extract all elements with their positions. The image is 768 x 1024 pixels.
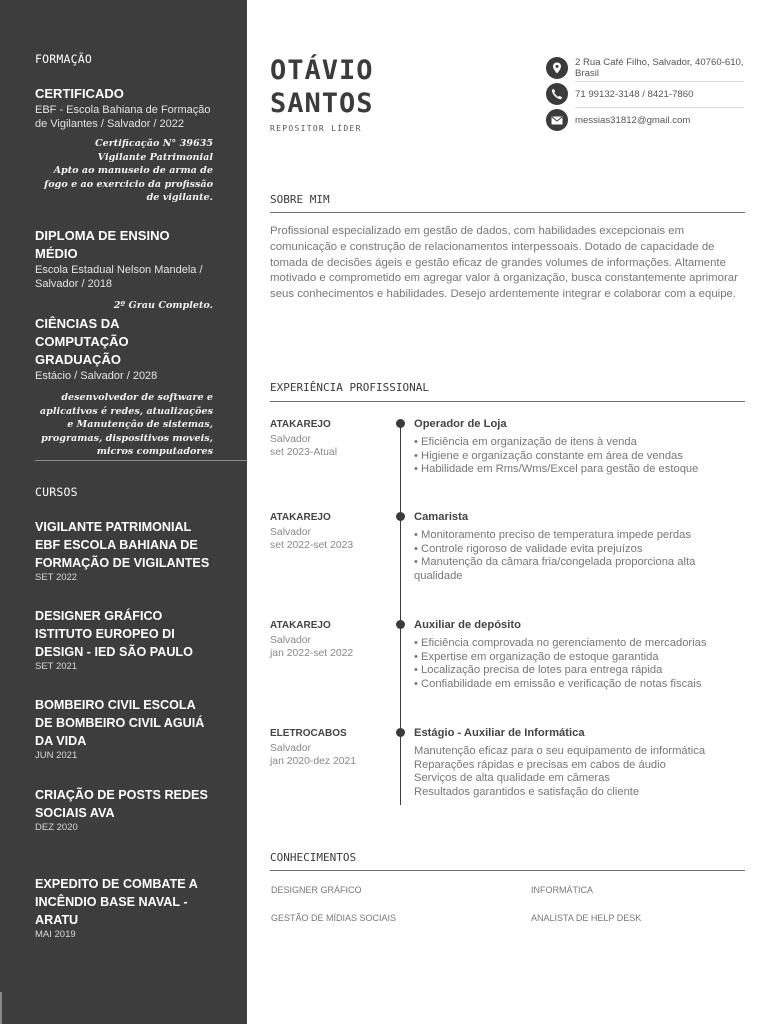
job-duty: • Localização precisa de lotes para entrega rápida	[414, 664, 663, 677]
skills-heading: CONHECIMENTOS	[270, 851, 357, 864]
course-item	[35, 696, 213, 762]
address-text: 2 Rua Café Filho, Salvador, 40760-610, Brasil	[575, 57, 744, 79]
course-title: DESIGNER GRÁFICO ISTITUTO EUROPEO DI DESIGN - IED SÃO PAULO	[35, 609, 193, 659]
job-duties	[414, 436, 744, 477]
course-date: SET 2022	[35, 572, 78, 583]
education-note: 2º Grau Completo.	[113, 300, 213, 311]
skill-item: DESIGNER GRÁFICO	[271, 885, 362, 895]
job-location: Salvador	[270, 434, 312, 445]
job-duty: Resultados garantidos e satisfação do cliente	[414, 786, 640, 799]
contact-divider	[575, 81, 744, 82]
education-note: Certificação N° 39635 Vigilante Patrimonial Apto ao manuseio de arma de fogo e ao exercicio da profissão de vigilante.	[44, 138, 213, 204]
sidebar-edge-mark	[0, 992, 2, 1024]
course-item	[35, 607, 213, 673]
timeline-dot	[396, 419, 405, 428]
job-company: ATAKAREJO	[270, 620, 331, 631]
education-subtitle: Escola Estadual Nelson Mandela / Salvador / 2018	[35, 264, 203, 290]
education-title: DIPLOMA DE ENSINO MÉDIO	[35, 228, 170, 261]
timeline-dot	[396, 728, 405, 737]
job-duty: • Higiene e organização constante em área de vendas	[414, 449, 683, 462]
course-date: JUN 2021	[35, 750, 78, 761]
job-duty: • Expertise em organização de estoque garantida	[414, 650, 659, 663]
job-location: Salvador	[270, 743, 312, 754]
sidebar	[0, 0, 247, 1024]
job-duties	[414, 745, 744, 800]
experience-heading: EXPERIÊNCIA PROFISSIONAL	[270, 381, 429, 394]
job-duties	[414, 529, 744, 584]
timeline-line	[400, 422, 401, 805]
timeline-dot	[396, 512, 405, 521]
courses-heading: CURSOS	[35, 485, 78, 499]
job-title: Auxiliar de depósito	[414, 619, 521, 631]
candidate-role: REPOSITOR LÍDER	[270, 124, 362, 133]
name-first: OTÁVIO	[270, 55, 374, 86]
course-title: VIGILANTE PATRIMONIAL EBF ESCOLA BAHIANA DE FORMAÇÃO DE VIGILANTES	[35, 520, 210, 570]
job-company: ATAKAREJO	[270, 512, 331, 523]
course-item	[35, 875, 213, 941]
phone-text: 71 99132-3148 / 8421-7860	[575, 89, 694, 100]
course-item	[35, 518, 213, 584]
education-subtitle: EBF - Escola Bahiana de Formação de Vigilantes / Salvador / 2022	[35, 104, 211, 130]
job-duties	[414, 637, 744, 692]
job-duty: Manutenção eficaz para o seu equipamento de informática	[414, 745, 706, 757]
course-title: BOMBEIRO CIVIL ESCOLA DE BOMBEIRO CIVIL AGUIÁ DA VIDA	[35, 698, 205, 748]
section-rule	[270, 870, 745, 871]
course-date: SET 2021	[35, 661, 78, 672]
course-title: CRIAÇÃO DE POSTS REDES SOCIAIS AVA	[35, 788, 208, 820]
job-period: jan 2020-dez 2021	[270, 756, 357, 767]
course-item	[35, 786, 213, 834]
job-duty: • Habilidade em Rms/Wms/Excel para gestão de estoque	[414, 463, 699, 476]
timeline-dot	[396, 620, 405, 629]
skill-item: INFORMÁTICA	[531, 885, 593, 895]
education-title: CERTIFICADO	[35, 86, 124, 101]
education-title: CIÊNCIAS DA COMPUTAÇÃO GRADUAÇÃO	[35, 316, 129, 367]
education-note: desenvolvedor de software e aplicativos é redes, atualizações e Manutenção de sistemas, programas, dispositivos moveis, micros computadores	[39, 392, 213, 458]
location-pin-icon	[546, 57, 568, 79]
job-location: Salvador	[270, 527, 312, 538]
job-duty: • Eficiência comprovada no gerenciamento de mercadorias	[414, 637, 707, 649]
envelope-icon	[546, 109, 568, 131]
education-subtitle: Estácio / Salvador / 2028	[35, 370, 158, 382]
education-item	[35, 315, 213, 459]
sidebar-divider	[35, 460, 247, 461]
skill-item: GESTÃO DE MÍDIAS SOCIAIS	[271, 913, 397, 923]
phone-icon	[546, 83, 568, 105]
course-date: MAI 2019	[35, 929, 76, 940]
job-period: set 2023-Atual	[270, 447, 338, 458]
job-duty: Reparações rápidas e precisas em cabos de áudio	[414, 758, 666, 771]
job-title: Estágio - Auxiliar de Informática	[414, 727, 585, 739]
course-title: EXPEDITO DE COMBATE A INCÊNDIO BASE NAVAL - ARATU	[35, 877, 198, 927]
job-period: jan 2022-set 2022	[270, 648, 354, 659]
section-rule	[270, 212, 745, 213]
education-item	[35, 227, 213, 313]
course-date: DEZ 2020	[35, 822, 78, 833]
skill-item: ANALISTA DE HELP DESK	[531, 913, 642, 923]
email-text[interactable]: messias31812@gmail.com	[575, 115, 691, 126]
job-duty: • Eficiência em organização de itens à venda	[414, 436, 637, 448]
job-duty: • Confiabilidade em emissão e verificação de notas fiscais	[414, 678, 702, 691]
job-title: Camarista	[414, 511, 469, 523]
job-duty: • Monitoramento preciso de temperatura impede perdas	[414, 529, 691, 541]
education-item	[35, 85, 213, 205]
job-title: Operador de Loja	[414, 418, 507, 430]
candidate-name	[270, 54, 374, 120]
job-duty: • Manutenção da câmara fria/congelada proporciona alta qualidade	[414, 556, 696, 583]
education-heading: FORMAÇÃO	[35, 52, 92, 66]
name-last: SANTOS	[270, 88, 374, 119]
about-heading: SOBRE MIM	[270, 193, 330, 206]
job-duty: Serviços de alta qualidade em câmeras	[414, 772, 610, 785]
job-company: ATAKAREJO	[270, 419, 331, 430]
job-period: set 2022-set 2023	[270, 540, 354, 551]
about-text: Profissional especializado em gestão de dados, com habilidades excepcionais em comunicação e construção de relacionamentos interpessoais. Dotado de capacidade de tomada de decisões ágeis e gestão eficaz de grandes volumes de informações. Altamente motivado e comprometido em agregar valor à organização, busca constantemente aprimorar seus conhecimentos e habilidades. Desejo ardentemente integrar e colaborar com a equipe.	[270, 225, 738, 301]
job-company: ELETROCABOS	[270, 728, 347, 739]
contact-divider	[575, 107, 744, 108]
job-duty: • Controle rigoroso de validade evita prejuízos	[414, 542, 643, 555]
section-rule	[270, 401, 745, 402]
job-location: Salvador	[270, 635, 312, 646]
